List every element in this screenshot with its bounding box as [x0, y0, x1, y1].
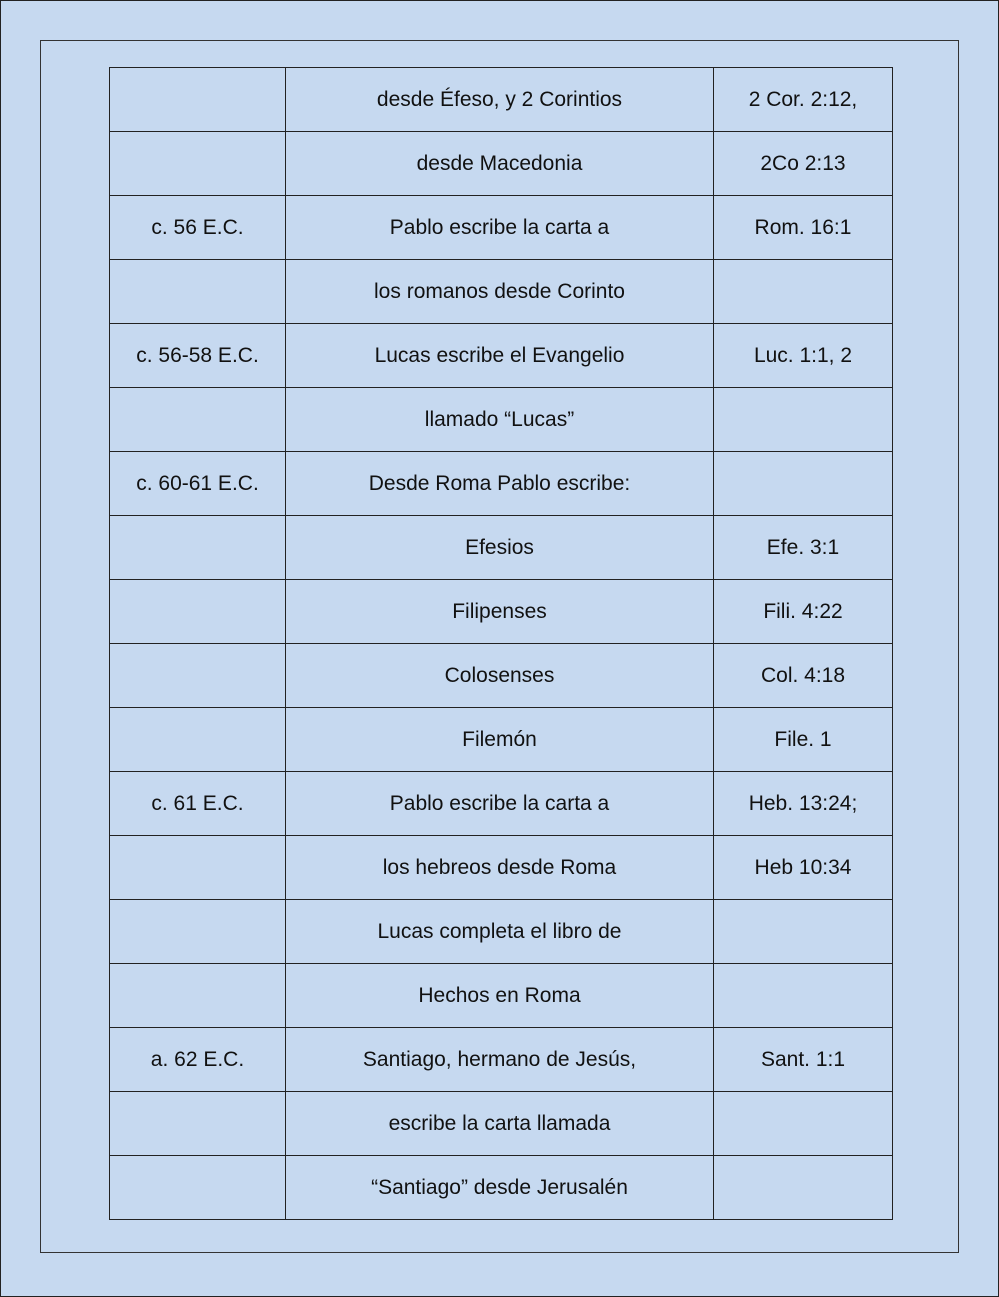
- table-row: [110, 1028, 893, 1092]
- event-cell: Santiago, hermano de Jesús,: [286, 1028, 714, 1092]
- reference-cell: Col. 4:18: [714, 644, 893, 708]
- event-cell: desde Éfeso, y 2 Corintios: [286, 68, 714, 132]
- date-cell: [110, 644, 286, 708]
- event-cell: Lucas escribe el Evangelio: [286, 324, 714, 388]
- date-cell: [110, 900, 286, 964]
- reference-cell: File. 1: [714, 708, 893, 772]
- reference-cell: 2Co 2:13: [714, 132, 893, 196]
- event-cell: Hechos en Roma: [286, 964, 714, 1028]
- table-row: [110, 324, 893, 388]
- table-row: [110, 1156, 893, 1220]
- reference-cell: [714, 1156, 893, 1220]
- reference-cell: [714, 452, 893, 516]
- table-row: [110, 68, 893, 132]
- date-cell: [110, 260, 286, 324]
- table-row: [110, 644, 893, 708]
- event-cell: Filemón: [286, 708, 714, 772]
- event-cell: llamado “Lucas”: [286, 388, 714, 452]
- table-row: [110, 836, 893, 900]
- event-cell: los hebreos desde Roma: [286, 836, 714, 900]
- reference-cell: Heb. 13:24;: [714, 772, 893, 836]
- date-cell: [110, 1156, 286, 1220]
- date-cell: [110, 964, 286, 1028]
- table-row: [110, 260, 893, 324]
- table-row: [110, 964, 893, 1028]
- date-cell: [110, 388, 286, 452]
- event-cell: Efesios: [286, 516, 714, 580]
- reference-cell: 2 Cor. 2:12,: [714, 68, 893, 132]
- date-cell: c. 61 E.C.: [110, 772, 286, 836]
- date-cell: c. 56-58 E.C.: [110, 324, 286, 388]
- date-cell: c. 56 E.C.: [110, 196, 286, 260]
- table-row: [110, 196, 893, 260]
- reference-cell: Rom. 16:1: [714, 196, 893, 260]
- date-cell: [110, 68, 286, 132]
- reference-cell: Luc. 1:1, 2: [714, 324, 893, 388]
- date-cell: [110, 836, 286, 900]
- date-cell: [110, 580, 286, 644]
- reference-cell: Heb 10:34: [714, 836, 893, 900]
- reference-cell: [714, 964, 893, 1028]
- chronology-table-body: [110, 68, 893, 1220]
- event-cell: desde Macedonia: [286, 132, 714, 196]
- event-cell: Lucas completa el libro de: [286, 900, 714, 964]
- table-row: [110, 1092, 893, 1156]
- date-cell: a. 62 E.C.: [110, 1028, 286, 1092]
- reference-cell: Sant. 1:1: [714, 1028, 893, 1092]
- date-cell: [110, 132, 286, 196]
- event-cell: Pablo escribe la carta a: [286, 772, 714, 836]
- reference-cell: Fili. 4:22: [714, 580, 893, 644]
- event-cell: Pablo escribe la carta a: [286, 196, 714, 260]
- reference-cell: [714, 260, 893, 324]
- reference-cell: [714, 388, 893, 452]
- table-row: [110, 516, 893, 580]
- reference-cell: [714, 900, 893, 964]
- date-cell: [110, 708, 286, 772]
- date-cell: c. 60-61 E.C.: [110, 452, 286, 516]
- reference-cell: Efe. 3:1: [714, 516, 893, 580]
- date-cell: [110, 516, 286, 580]
- chronology-table: [109, 67, 893, 1220]
- event-cell: los romanos desde Corinto: [286, 260, 714, 324]
- table-row: [110, 900, 893, 964]
- event-cell: “Santiago” desde Jerusalén: [286, 1156, 714, 1220]
- event-cell: Filipenses: [286, 580, 714, 644]
- date-cell: [110, 1092, 286, 1156]
- table-row: [110, 772, 893, 836]
- table-row: [110, 708, 893, 772]
- table-row: [110, 452, 893, 516]
- table-row: [110, 132, 893, 196]
- event-cell: Colosenses: [286, 644, 714, 708]
- event-cell: escribe la carta llamada: [286, 1092, 714, 1156]
- table-row: [110, 388, 893, 452]
- event-cell: Desde Roma Pablo escribe:: [286, 452, 714, 516]
- table-row: [110, 580, 893, 644]
- reference-cell: [714, 1092, 893, 1156]
